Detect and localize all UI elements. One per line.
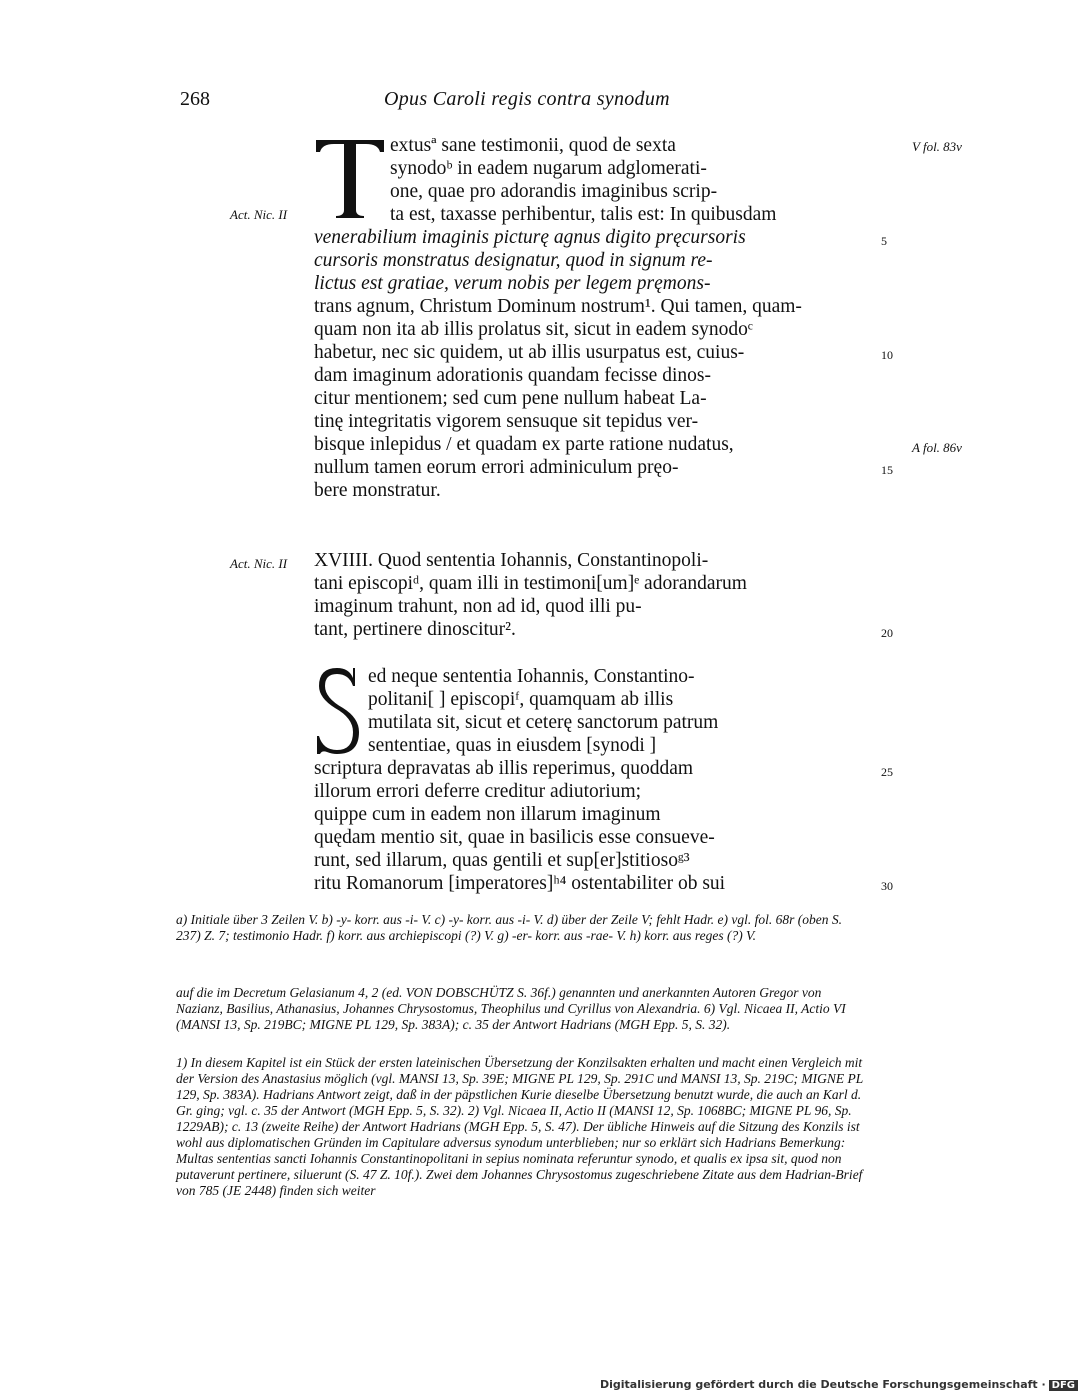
text-line: quam non ita ab illis prolatus sit, sicut in eadem synodoᶜ	[314, 319, 753, 340]
text-line: trans agnum, Christum Dominum nostrum¹. Qui tamen, quam-	[314, 296, 802, 317]
text-line: habetur, nec sic quidem, ut ab illis usurpatus est, cuius-	[314, 342, 745, 363]
chapter-heading-line: tani episcopiᵈ, quam illi in testimoni[um]ᵉ adorandarum	[314, 573, 747, 594]
page-number: 268	[180, 88, 210, 110]
text-line: extusª sane testimonii, quod de sexta	[390, 135, 676, 156]
digitization-footer	[600, 1378, 1078, 1391]
line-number: 30	[881, 879, 893, 893]
margin-fol-v: V fol. 83v	[912, 139, 962, 154]
text-line: bere monstratur.	[314, 480, 441, 501]
text-line: bisque inlepidus / et quadam ex parte ratione nudatus,	[314, 434, 734, 455]
chapter-heading-line: tant, pertinere dinoscitur².	[314, 619, 516, 640]
drop-cap-t	[314, 138, 386, 220]
text-line: sententiae, quas in eiusdem [synodi ]	[368, 735, 657, 756]
text-line: mutilata sit, sicut et ceterę sanctorum patrum	[368, 712, 719, 733]
line-number: 5	[881, 234, 887, 248]
line-number: 25	[881, 765, 893, 779]
text-line: venerabilium imaginis picturę agnus digito pręcursoris	[314, 227, 746, 248]
drop-cap-s	[313, 666, 361, 756]
text-line: ta est, taxasse perhibentur, talis est: In quibusdam	[390, 204, 777, 225]
running-title: Opus Caroli regis contra synodum	[384, 88, 670, 110]
text-line: quędam mentio sit, quae in basilicis esse consueve-	[314, 827, 715, 848]
text-line: quippe cum in eadem non illarum imaginum	[314, 804, 661, 825]
text-line: runt, sed illarum, quas gentili et sup[er]stitiosoᵍ³	[314, 850, 690, 871]
text-line: politani[ ] episcopiᶠ, quamquam ab illis	[368, 689, 674, 710]
footer-text: Digitalisierung gefördert durch die Deutsche Forschungsgemeinschaft ·	[600, 1378, 1046, 1391]
margin-act-nic-2: Act. Nic. II	[230, 556, 288, 571]
critical-apparatus: a) Initiale über 3 Zeilen V. b) -y- korr. aus -i- V. c) -y- korr. aus -i- V. d) über der Zeile V; fehlt Hadr. e) vgl. fol. 68r (oben S. 237) Z. 7; testimonio Hadr. f) korr. aus archiepiscopi (?) V. g) -er- korr. aus -rae- V. h) korr. aus reges (?) V.	[176, 912, 843, 943]
text-line: dam imaginum adorationis quandam fecisse dinos-	[314, 365, 711, 386]
footnotes-main: 1) In diesem Kapitel ist ein Stück der ersten lateinischen Übersetzung der Konzilsakten erhalten und macht einen Vergleich mit der Version des Anastasius möglich (vgl. MANSI 13, Sp. 39E; MIGNE PL 129, Sp. 291C und MANSI 13, Sp. 219C; MIGNE PL 129, Sp. 383A). Hadrians Antwort zeigt, daß in der päpstlichen Kurie dieselbe Übersetzung benutzt wurde, die auch an Karl d. Gr. ging; vgl. c. 35 der Antwort (MGH Epp. 5, S. 32). 2) Vgl. Nicaea II, Actio II (MANSI 12, Sp. 1068BC; MIGNE PL 96, Sp. 1229AB); c. 13 (zweite Reihe) der Antwort Hadrians (MGH Epp. 5, S. 47). Der übliche Hinweis auf die Sitzung des Konzils ist wohl aus diplomatischen Gründen im Capitulare adversus synodum unterblieben; nur so erklärt sich Hadrians Bemerkung: Multas sententias sancti Iohannis Constantinopolitani in sepius nominata referuntur synodo, et qualis ex ipsa sit, quod non putaverunt pertinere, siluerunt (S. 47 Z. 10f.). Zwei dem Johannes Chrysostomus zugeschriebene Zitate aus dem Hadrian-Brief von 785 (JE 2448) finden sich weiter	[176, 1055, 863, 1198]
line-number: 10	[881, 348, 893, 362]
text-line: nullum tamen eorum errori adminiculum pręo-	[314, 457, 679, 478]
text-line: illorum errori deferre creditur adiutorium;	[314, 781, 642, 802]
margin-fol-a: A fol. 86v	[912, 440, 962, 455]
text-line: scriptura depravatas ab illis reperimus, quoddam	[314, 758, 694, 779]
dfg-logo: DFG	[1049, 1380, 1078, 1391]
chapter-heading-line: imaginum trahunt, non ad id, quod illi pu-	[314, 596, 642, 617]
chapter-heading-line: XVIIII. Quod sententia Iohannis, Constantinopoli-	[314, 550, 709, 571]
line-number: 15	[881, 463, 893, 477]
text-line: ed neque sententia Iohannis, Constantino-	[368, 666, 695, 687]
margin-act-nic-1: Act. Nic. II	[230, 207, 288, 222]
text-line: cursoris monstratus designatur, quod in signum re-	[314, 250, 713, 271]
text-line: ritu Romanorum [imperatores]ʰ⁴ ostentabiliter ob sui	[314, 873, 726, 894]
text-line: one, quae pro adorandis imaginibus scrip-	[390, 181, 718, 202]
footnote-continuation: auf die im Decretum Gelasianum 4, 2 (ed. VON DOBSCHÜTZ S. 36f.) genannten und anerkannten Autoren Gregor von Nazianz, Basilius, Athanasius, Johannes Chrysostomus, Theophilus und Cyrillus von Alexandria. 6) Vgl. Nicaea II, Actio VI (MANSI 13, Sp. 219BC; MIGNE PL 129, Sp. 383A); c. 35 der Antwort Hadrians (MGH Epp. 5, S. 32).	[176, 985, 846, 1032]
text-line: citur mentionem; sed cum pene nullum habeat La-	[314, 388, 707, 409]
line-number: 20	[881, 626, 893, 640]
text-line: tinę integritatis vigorem sensuque sit tepidus ver-	[314, 411, 699, 432]
text-line: synodoᵇ in eadem nugarum adglomerati-	[390, 158, 707, 179]
text-line: lictus est gratiae, verum nobis per legem pręmons-	[314, 273, 711, 294]
